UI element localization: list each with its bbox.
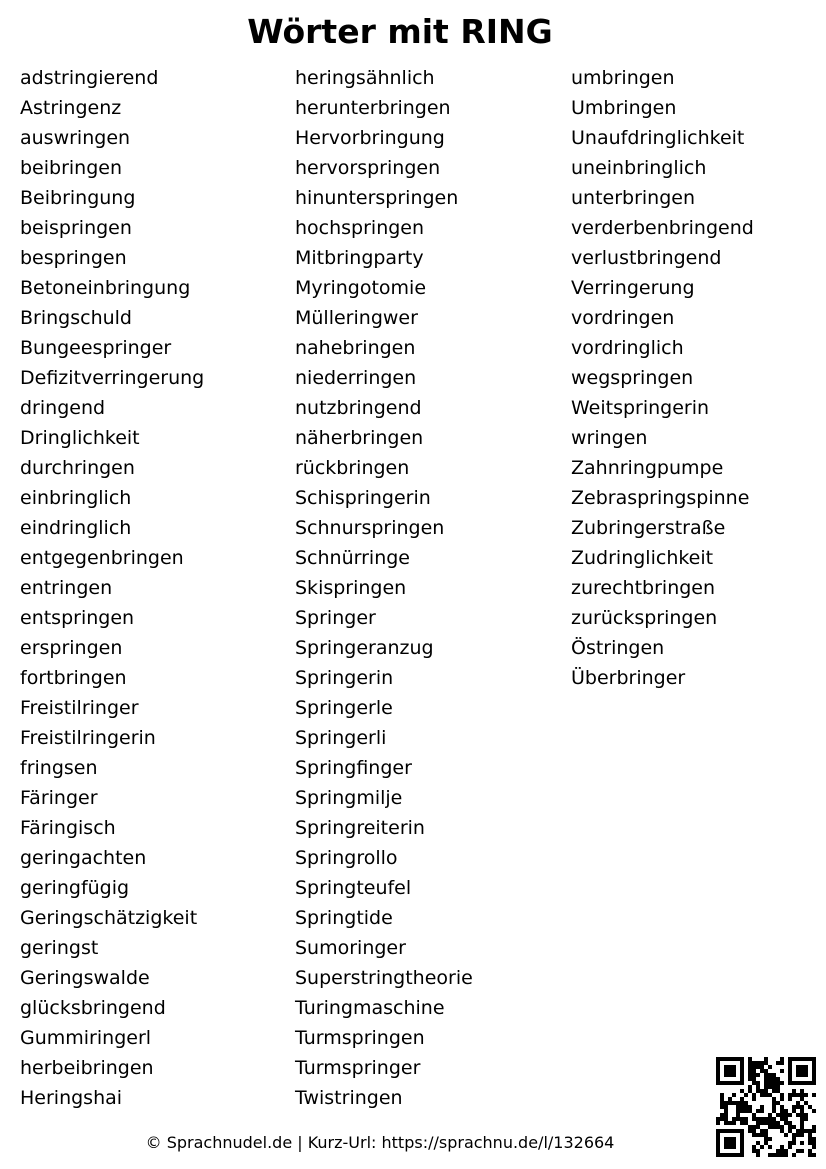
word-item: Springeranzug — [295, 637, 434, 659]
word-item: glücksbringend — [20, 997, 166, 1019]
word-item: uneinbringlich — [571, 157, 707, 179]
word-item: Myringotomie — [295, 277, 427, 299]
footer-source: © Sprachnudel.de | Kurz-Url: https://sprachnu.de/l/132664 — [145, 1133, 615, 1152]
word-item: Twistringen — [295, 1087, 403, 1109]
word-item: entgegenbringen — [20, 547, 184, 569]
word-item: durchringen — [20, 457, 135, 479]
word-item: Springfinger — [295, 757, 412, 779]
word-column-2 — [295, 63, 473, 1113]
word-item: verderbenbringend — [571, 217, 754, 239]
word-item: bespringen — [20, 247, 127, 269]
word-item: unterbringen — [571, 187, 696, 209]
word-item: entringen — [20, 577, 113, 599]
word-item: nutzbringend — [295, 397, 422, 419]
word-item: geringst — [20, 937, 99, 959]
word-item: umbringen — [571, 67, 675, 89]
word-item: Springerle — [295, 697, 393, 719]
word-item: geringachten — [20, 847, 147, 869]
word-item: Geringswalde — [20, 967, 150, 989]
word-item: Freistilringer — [20, 697, 139, 719]
word-item: zurückspringen — [571, 607, 718, 629]
word-item: Verringerung — [571, 277, 695, 299]
word-item: Gummiringerl — [20, 1027, 152, 1049]
word-item: wringen — [571, 427, 648, 449]
word-item: Beibringung — [20, 187, 136, 209]
word-item: adstringierend — [20, 67, 159, 89]
word-item: Umbringen — [571, 97, 677, 119]
word-item: wegspringen — [571, 367, 694, 389]
word-item: Hervorbringung — [295, 127, 445, 149]
word-item: Heringshai — [20, 1087, 123, 1109]
word-item: einbringlich — [20, 487, 132, 509]
word-item: Östringen — [571, 637, 665, 659]
word-item: Dringlichkeit — [20, 427, 140, 449]
word-item: Turmspringen — [295, 1027, 425, 1049]
word-item: Schnürringe — [295, 547, 410, 569]
qr-code-icon — [716, 1057, 816, 1157]
word-item: Überbringer — [571, 667, 686, 689]
word-item: Mülleringwer — [295, 307, 418, 329]
word-item: Mitbringparty — [295, 247, 424, 269]
word-item: heringsähnlich — [295, 67, 435, 89]
word-item: rückbringen — [295, 457, 410, 479]
word-item: Schispringerin — [295, 487, 431, 509]
word-item: Defizitverringerung — [20, 367, 205, 389]
word-item: Bungeespringer — [20, 337, 172, 359]
word-item: nahebringen — [295, 337, 416, 359]
word-item: Färinger — [20, 787, 98, 809]
word-item: vordringlich — [571, 337, 684, 359]
word-item: Springmilje — [295, 787, 403, 809]
word-item: hochspringen — [295, 217, 425, 239]
word-item: Betoneinbringung — [20, 277, 191, 299]
word-item: Springer — [295, 607, 376, 629]
word-item: auswringen — [20, 127, 131, 149]
word-item: verlustbringend — [571, 247, 722, 269]
word-item: herbeibringen — [20, 1057, 154, 1079]
word-item: herunterbringen — [295, 97, 451, 119]
word-column-3 — [571, 63, 754, 693]
word-item: Weitspringerin — [571, 397, 710, 419]
word-item: Schnurspringen — [295, 517, 445, 539]
word-item: Skispringen — [295, 577, 407, 599]
page-title: Wörter mit RING — [247, 12, 553, 51]
word-item: dringend — [20, 397, 106, 419]
word-item: Springerin — [295, 667, 394, 689]
word-item: näherbringen — [295, 427, 424, 449]
word-item: Freistilringerin — [20, 727, 156, 749]
word-item: Astringenz — [20, 97, 122, 119]
word-item: Superstringtheorie — [295, 967, 473, 989]
word-item: Turmspringer — [295, 1057, 421, 1079]
word-item: Färingisch — [20, 817, 116, 839]
word-item: Zebraspringspinne — [571, 487, 750, 509]
word-item: fringsen — [20, 757, 98, 779]
word-item: Springtide — [295, 907, 393, 929]
word-item: Turingmaschine — [295, 997, 445, 1019]
word-item: eindringlich — [20, 517, 132, 539]
word-column-1 — [20, 63, 204, 1113]
word-item: zurechtbringen — [571, 577, 716, 599]
word-item: hervorspringen — [295, 157, 441, 179]
word-item: geringfügig — [20, 877, 130, 899]
word-item: Springteufel — [295, 877, 412, 899]
word-item: Zahnringpumpe — [571, 457, 724, 479]
word-item: niederringen — [295, 367, 417, 389]
word-item: Springreiterin — [295, 817, 425, 839]
word-item: erspringen — [20, 637, 123, 659]
word-item: Unaufdringlichkeit — [571, 127, 745, 149]
word-item: Geringschätzigkeit — [20, 907, 198, 929]
word-item: hinunterspringen — [295, 187, 459, 209]
word-item: vordringen — [571, 307, 675, 329]
word-item: beispringen — [20, 217, 132, 239]
word-item: entspringen — [20, 607, 135, 629]
word-item: beibringen — [20, 157, 123, 179]
word-item: Springerli — [295, 727, 387, 749]
word-item: Springrollo — [295, 847, 398, 869]
word-item: Zubringerstraße — [571, 517, 726, 539]
word-item: Sumoringer — [295, 937, 406, 959]
word-item: fortbringen — [20, 667, 127, 689]
word-item: Bringschuld — [20, 307, 132, 329]
word-item: Zudringlichkeit — [571, 547, 714, 569]
